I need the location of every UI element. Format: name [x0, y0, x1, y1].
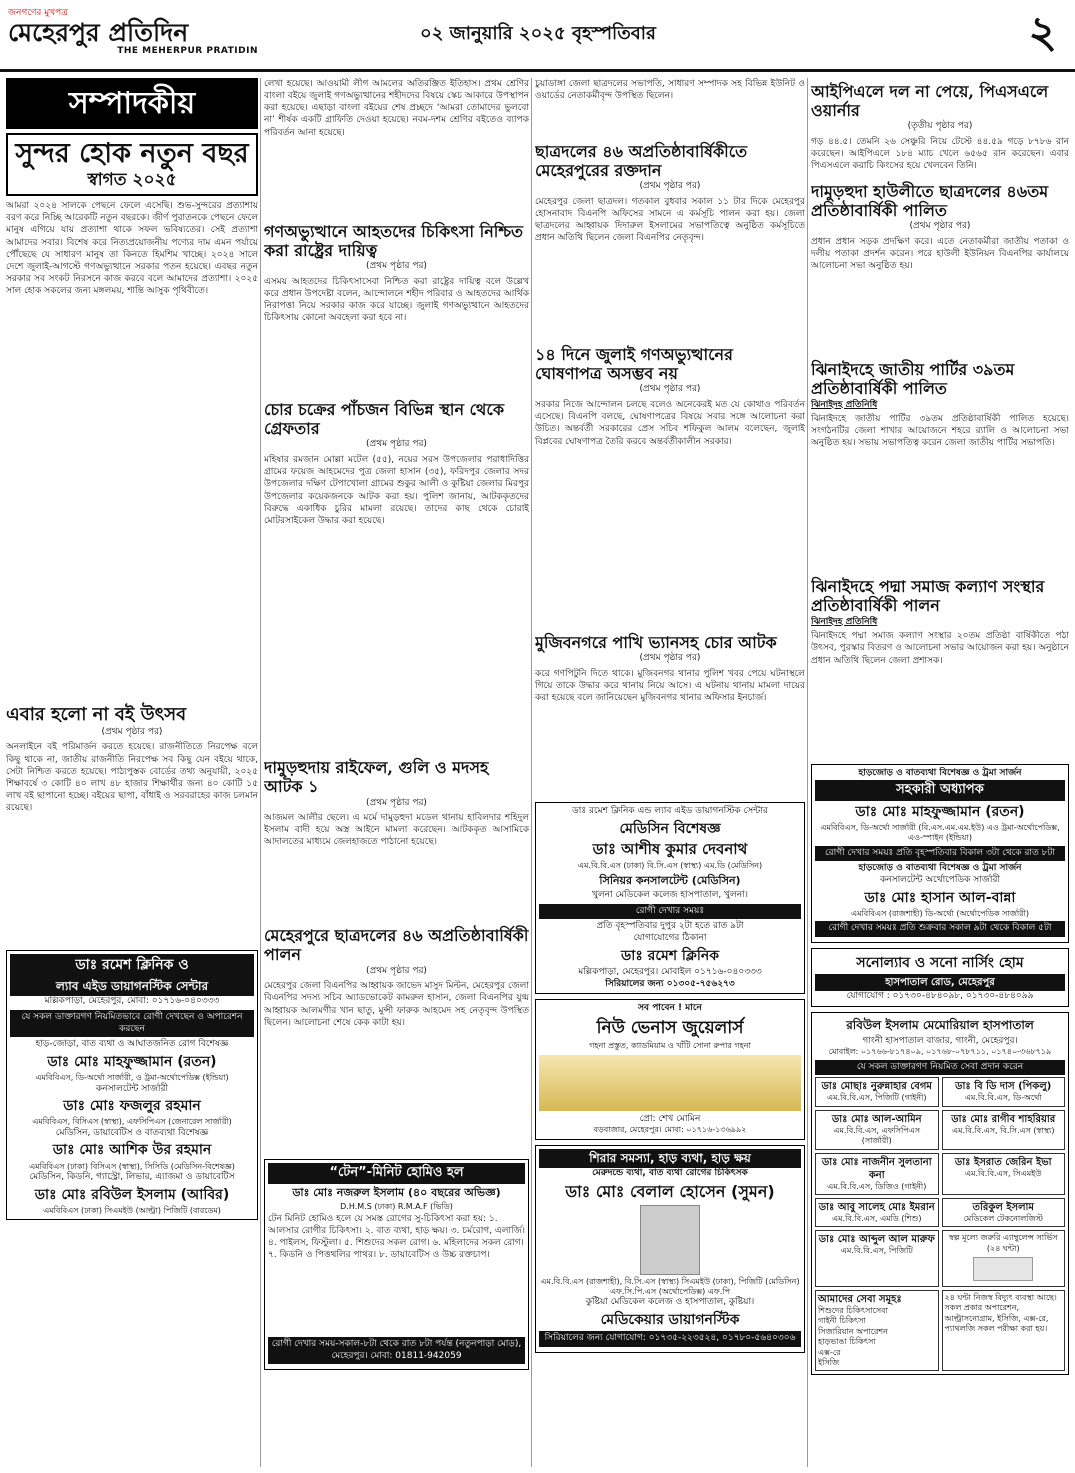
article-text: চুয়াডাঙ্গা জেলা ছাত্রদলের সভাপতি, সাধারণ সম্পাদক সহ বিভিন্ন ইউনিট ও ওয়ার্ডের নেতাকর্মীবৃন্দ উপস্থিত ছিলেন। — [535, 79, 805, 102]
ad-header: শিরার সমস্যা, হাড় ব্যথা, হাড় ক্ষয় — [539, 1149, 801, 1169]
doctor-card — [942, 1198, 1066, 1227]
services-title: আমাদের সেবা সমূহঃ — [818, 1294, 902, 1306]
doctor-name: ডাঃ মোঃ হাসান আল-বান্না — [864, 889, 1016, 906]
doctor-specialty: মেডিসিন, ডায়াবেটিস ও বাতব্যথা বিশেষজ্ঞ — [55, 1127, 209, 1138]
headline: গণঅভ্যুত্থানে আহতদের চিকিৎসা নিশ্চিত করা রাষ্ট্রের দায়িত্ব — [264, 222, 524, 261]
headline: এবার হলো না বই উৎসব — [6, 704, 187, 726]
ad-notice: যে সকল ডাক্তারগণ নিয়মিতভাবে রোগী দেখছেন ও অপারেশন করছেন — [10, 1010, 254, 1037]
article-text: অনলাইনে বই পরিমার্জন করতে হয়েছে। রাজনীতিতে নিরপেক্ষ বলে কিছু থাকে না, জাতীয় রাজনীতি নিরপেক্ষ সব কিছু যেন বইয়ে থাকে, সেটা নিশ্চিত করতে হয়েছে। পাঠ্যপুস্তক বোর্ডের তথ্য অনুযায়ী, ২০২৫ শিক্ষাবর্ষে ৩ কোটি ৪০ লাখ ৪৮ হাজার শিক্ষার্থীর জন্য ৪০ কোটি ১৫ লাখ বই ছাপানো হচ্ছে। বইয়ের ছাপা, বাঁধাই ও সরবরাহের কাজ চলমান রয়েছে। — [6, 742, 258, 814]
article-text: মেহেরপুর জেলা ছাত্রদল। গতকাল বুধবার সকাল ১১ টার দিকে মেহেরপুর হোসনাবাদ বিএনপি অফিসের সামনে এ কর্মসূচি পালন করা হয়। জেলা ছাত্রদলের আহ্বায়ক দিদারুল ইসলামের সভাপতিত্বে অনুষ্ঠিত কর্মসূচিতে প্রধান অতিথি ছিলেন জেলা বিএনপির নেতৃবৃন্দ। — [535, 197, 805, 244]
article-text: ঝিনাইদহে জাতীয় পার্টির ৩৯তম প্রতিষ্ঠাবার্ষিকী পালিত হয়েছে। সংগঠনটির জেলা শাখার আয়োজনে শহরে র‍্যালি ও আলোচনা সভা অনুষ্ঠিত হয়। সভায় সভাপতিত্ব করেন জেলা জাতীয় পার্টির সভাপতি। — [811, 414, 1069, 449]
doctor-role: কনসালটেন্ট অর্থোপেডিক সার্জারী — [879, 875, 1001, 886]
doctor-info: মেডিকেল টেকনোলজিস্ট — [963, 1213, 1043, 1223]
ad-slogan: সব পাবেন ! মানে — [638, 1003, 702, 1014]
column-news-3 — [535, 78, 805, 1467]
visit-time: প্রতি বৃহস্পতিবার দুপুর ২টা হতে রাত ৯টা — [596, 921, 744, 932]
doctor-ad — [811, 764, 1069, 943]
article-text: প্রধান প্রধান সড়ক প্রদক্ষিণ করে। এতে নেতাকর্মীরা জাতীয় পতাকা ও দলীয় পতাকা প্রদর্শন করেন। পরে হাউলী ইউনিয়ন বিএনপির কার্যালয়ে আলোচনা সভা অনুষ্ঠিত হয়। — [811, 237, 1069, 272]
section-title: সম্পাদকীয় — [6, 78, 258, 129]
doctor-info: এম.বি.বি.এস, ডিজিও (গাইনী) — [827, 1181, 927, 1191]
editorial-title: সুন্দর হোক নতুন বছর — [15, 138, 249, 169]
editorial-heading — [6, 133, 258, 196]
ad-text: টেন মিনিট হোমিও হলে যে সমস্ত রোগের সু-চিকিৎসা করা হয়: ১. আলসার রোগীর চিকিৎসা। ২. বাত ব্যথা, হাড় ক্ষয়। ৩. চর্মরোগ, এলার্জি। ৪. পাইলস, ফিস্টুলা। ৫. শিশুদের সকল রোগ। ৬. মহিলাদের সকল রোগ। ৭. কিডনি ও পিত্তথলির পাথর। ৮. ডায়াবেটিস ও উচ্চ রক্তচাপ। — [268, 1213, 525, 1261]
continuation-note: (প্রথম পৃষ্ঠার পর) — [909, 221, 971, 232]
doctor-card — [815, 1230, 939, 1287]
doctor-specialty: মেডিসিন বিশেষজ্ঞ — [619, 820, 721, 837]
byline: ঝিনাইদহ প্রতিনিধি — [811, 399, 878, 410]
doctor-role: সহকারী অধ্যাপক — [815, 780, 1065, 801]
doctor-degree: এম.বি.বি.এস (ঢাকা) বি.সি.এস (স্বাস্থ্য) এম.ডি (মেডিসিন) — [577, 861, 763, 871]
logo-name: মেহেরপুর প্রতিদিন — [8, 17, 189, 47]
doctor-card — [942, 1077, 1066, 1106]
service-item: সিজারিয়ান অপারেশন — [818, 1326, 888, 1336]
doctor-name: ডাঃ মোঃ রবিউল ইসলাম (আবির) — [34, 1186, 230, 1203]
doctor-card — [942, 1110, 1066, 1150]
doctor-ad — [535, 802, 805, 994]
page-number: ২ — [1028, 7, 1057, 58]
clinic-name: সনোল্যাব ও সনো নার্সিং হোম — [856, 955, 1024, 972]
doctor-name: ডাঃ মোঃ আব্দুল আল মারুফ — [818, 1234, 935, 1246]
contact-label: যোগাযোগের ঠিকানা — [633, 933, 707, 944]
doctor-specialty: হাড়জোড় ও বাতব্যথা বিশেষজ্ঞ ও ট্রমা সার্জন — [858, 863, 1022, 874]
column-divider — [531, 78, 532, 1467]
headline: ছাত্রদলের ৪৬ অপ্রতিষ্ঠাবার্ষিকীতে মেহেরপুরের রক্তদান — [535, 142, 748, 181]
ad-title: ডাঃ রমেশ ক্লিনিক ও — [10, 954, 254, 976]
article-text: করে গণপিটুনি দিতে থাকে। মুজিবনগর থানার পুলিশ খবর পেয়ে ঘটনাস্থলে গিয়ে তাকে উদ্ধার করে থানায় নিয়ে আসে। এ ঘটনায় থানায় মামলা দায়ের করা হয়েছে বলে জানিয়েছেন মুজিবনগর থানার অফিসার ইনচার্জ। — [535, 669, 805, 704]
doctor-card — [815, 1077, 939, 1106]
issue-date: ০২ জানুয়ারি ২০২৫ বৃহস্পতিবার — [420, 23, 656, 44]
doctor-name: তরিকুল ইসলাম — [972, 1201, 1034, 1213]
doctor-specialty: হাড়জোড় ও বাতব্যথা বিশেষজ্ঞ ও ট্রমা সার্জন — [858, 768, 1022, 779]
continuation-note: (তৃতীয় পৃষ্ঠার পর) — [907, 121, 973, 132]
doctor-info: এম.বি.বি.এস, বি.সি.এস (স্বাস্থ্য) — [952, 1125, 1055, 1135]
homeo-ad — [264, 1159, 529, 1370]
ad-footer: সিরিয়ালের জন্য যোগাযোগ: ০১৭৩৫-২২৩৫২৪, ০১৭৮০-৫৬৪০৩০৬ — [539, 1331, 801, 1347]
doctor-degree: এমবিবিএস, ডি-অর্থো সার্জারী, ও ট্রমা-অর্থোপেডিক্স (ইন্ডিয়া) — [35, 1073, 229, 1083]
doctor-name: ডাঃ ইসরাত জেরিন ইভা — [954, 1156, 1052, 1168]
doctor-card — [942, 1153, 1066, 1195]
shop-name: নিউ ভেনাস জুয়েলার্স — [596, 1018, 744, 1039]
continuation-note: (প্রথম পৃষ্ঠার পর) — [366, 965, 427, 976]
ad-footer: রোগী দেখার সময়-সকাল-৮টা থেকে রাত ৮টা পর্যন্ত (নতুনপাড়া মোড়), মেহেরপুর। মোবা: 01811-942059 — [268, 1337, 525, 1364]
doctor-specialty: মেডিসিন, কিডনি, গ্যাস্ট্রো, লিভার, এ্যাজমা ও ডায়াবেটিস — [29, 1172, 235, 1183]
doctor-name: ডাঃ মোঃ মাহফুজ্জামান (রতন) — [855, 803, 1025, 820]
continuation-note: (প্রথম পৃষ্ঠার পর) — [366, 261, 427, 272]
doctor-info: এম.বি.বি.এস, এমডি (শিশু) — [832, 1213, 922, 1223]
doctor-name: ডাঃ আশীষ কুমার দেবনাথ — [592, 839, 748, 858]
service-item: হাড়ভাঙা চিকিৎসা — [818, 1337, 876, 1347]
visit-time: রোগী দেখার সময়ঃ প্রতি শুক্রবার সকাল ৯টা থেকে বিকাল ৫টা — [815, 921, 1065, 937]
shop-items: গহনা প্রস্তুত, ক্যাডমিয়াম ও খাঁটি সোনা রুপার গহনা — [589, 1041, 751, 1051]
service-item: এক্স-রে — [818, 1347, 841, 1357]
doctor-specialty: কনসালটেন্ট সার্জারী — [95, 1083, 169, 1094]
doctor-hospital: কুষ্টিয়া মেডিকেল কলেজ ও হাসপাতাল, কুষ্টিয়া। — [585, 1297, 755, 1308]
doctor-name: ডাঃ মোঃ নাজনীন সুলতানা কনা — [821, 1156, 932, 1181]
visit-time: রোগী দেখার সময়ঃ প্রতি বৃহস্পতিবার বিকাল ৩টা থেকে রাত ৮টা — [815, 846, 1065, 862]
doctor-role: সিনিয়র কনসালটেন্ট (মেডিসিন) — [599, 873, 741, 887]
headline: মেহেরপুরে ছাত্রদলের ৪৬ অপ্রতিষ্ঠাবার্ষিকী পালন — [264, 926, 529, 965]
doctor-name: ডাঃ আবু সালেহ মোঃ ইমরান — [818, 1201, 935, 1213]
doctor-card — [815, 1110, 939, 1150]
headline: চোর চক্রের পাঁচজন বিভিন্ন স্থান থেকে গ্রেফতার — [264, 400, 505, 439]
doctor-name: ডাঃ মোঃ নজরুল ইসলাম (৪০ বছরের অভিজ্ঞ) — [292, 1186, 501, 1200]
editorial-subtitle: স্বাগত ২০২৫ — [87, 170, 177, 191]
clinic-address: হাসপাতাল রোড, মেহেরপুর — [815, 974, 1065, 991]
services-list — [815, 1290, 939, 1371]
doctor-degree: এমবিবিএস (রাজশাহী) ডি-অর্থো (অর্থোপেডিক সার্জারী) — [850, 909, 1029, 919]
services-note: ২৪ ঘন্টা নিজস্ব বিদ্যুৎ ব্যবস্থা আছে। সকল প্রকার অপারেশন, আল্ট্রাসনোগ্রাম, ইসিজি, এক্স-রে, প্যাথলজি সকল পরীক্ষা করা হয়। — [942, 1290, 1066, 1371]
article-text: মহিষার রমজান মোল্লা মটেল (৫৫), নয়ের সরস উপজেলার পরাধাদিত্তির গ্রামের ফয়েজ আহমেদের পুত্র জেলা হাসান (৩৫), ফরিদপুর জেলার সদর উপজেলার দক্ষিণ টেপাখোলা গ্রামের শুকুর আলী ও কুষ্টিয়া জেলার মিরপুর উপজেলার কয়েকজনকে আটক করা হয়। পুলিশ জানায়, আটককৃতদের বিরুদ্ধে একাধিক চুরির মামলা রয়েছে। তাদের কাছ থেকে চোরাই মোটরসাইকেল উদ্ধার করা হয়েছে। — [264, 455, 529, 526]
headline: দামুড়হুদা হাউলীতে ছাত্রদলের ৪৬তম প্রতিষ্ঠাবার্ষিকী পালিত — [811, 182, 1049, 221]
ad-notice: যে সকল ডাক্তারগণ নিয়মিত সেবা প্রদান করেন — [815, 1060, 1065, 1076]
continuation-note: (প্রথম পৃষ্ঠার পর) — [101, 726, 163, 737]
center-name: মেডিকেয়ার ডায়াগনস্টিক — [600, 1312, 740, 1329]
column-divider — [260, 78, 261, 1467]
logo-tagline: জনগণের মুখপত্র — [8, 8, 68, 18]
article-text: আজমল আলীর ছেলে। এ মর্মে দামুড়হুদা মডেল থানায় হাবিলদার শহিদুল ইসলাম বাদী হয়ে অস্ত্র আইনে মামলা করেছেন। আটককৃত আসামিকে আদালতের মাধ্যমে জেলহাজতে পাঠানো হয়েছে। — [264, 813, 529, 848]
ad-address: মল্লিকপাড়া, মেহেরপুর, মোবা: ০১৭১৬-০৪০৩৩৩ — [44, 996, 220, 1007]
article-text: এসময় আহতদের চিকিৎসাসেবা নিশ্চিত করা রাষ্ট্রের দায়িত্ব বলে উল্লেখ করে প্রধান উপদেষ্টা বলেন, আন্দোলনে শহীদ পরিবার ও আহতদের আর্থিক নিরাপত্তা নিয়ে সরকার কাজ করে যাচ্ছে। জুলাই গণঅভ্যুত্থানে আহতদের চিকিৎসায় কোনো অবহেলা করা হবে না। — [264, 277, 529, 324]
column-news-2 — [264, 78, 529, 1467]
newspaper-logo — [8, 8, 258, 64]
doctor-photo — [640, 1205, 700, 1275]
ambulance-card — [942, 1230, 1066, 1287]
article-text: সরকার নিজে আন্দোলন চলছে বলেও অনেকেরই মত যে কোথাও পরিবর্তন এসেছে। বিএনপি বলছে, ঘোষণাপত্রের বিষয়ে সবার সঙ্গে আলোচনা করা উচিত। অন্তর্বর্তী সরকারের প্রেস সচিব শফিকুল আলম বলেছেন, জুলাই বিপ্লবের ঘোষণাপত্র তৈরি করবে অন্তর্বর্তীকালীন সরকার। — [535, 400, 805, 447]
ambulance-service: স্বল্প মূল্যে জরুরি এ্যাম্বুলেন্স সার্ভিস (২৪ ঘন্টা) — [948, 1233, 1058, 1253]
doctor-card — [815, 1153, 939, 1195]
doctor-degree: এমবিবিএস, ডি-অর্থো সার্জারী (বি.এস.এম.এম.ইউ) এও ট্রমা-অর্থোপেডিক্স, এও-স্পাইন (ইন্ডিয়া) — [820, 823, 1060, 843]
editorial-text: আমরা ২০২৪ সালকে পেছনে ফেলে এসেছি। শুভ-সুন্দরের প্রত্যাশায় বরণ করে নিচ্ছি আরেকটি নতুন বছরকে। জীর্ণ পুরাতনকে পেছনে ফেলে মানুষ এগিয়ে যায় প্রত্যাশা থাকে সফল ভবিষ্যতের। সেই প্রত্যাশা আমাদের সবার। বিশেষ করে নিত্যপ্রয়োজনীয় পণ্যের দাম এমন পর্যায়ে পৌঁছেছে যে সাধারণ মানুষ তা কিনতে হিমশিম খাচ্ছে। ২০২৪ সালে দেশে জুলাই-আগস্টে গণঅভ্যুত্থানে সরকার পতন হয়েছে। এবছর নতুন সরকার সব সংকট নিরসনে কাজ করবে বলে আমাদের প্রত্যাশা। ২০২৫ সাল হোক সকলের জন্য মঙ্গলময়, শান্তি আসুক পৃথিবীতে। — [6, 201, 258, 297]
doctor-degree: এমবিবিএস (ঢাকা) সিএমইউ (আল্ট্রা) পিজিটি (বারডেম) — [43, 1205, 221, 1215]
clinic-phone: যোগাযোগ : ০১৭৩০-৪৮৪০৯৮, ০১৭৩০-৪৮৪০৯৯ — [846, 991, 1034, 1002]
article-text: ঝিনাইদহে পদ্মা সমাজ কল্যাণ সংস্থার ২০তম প্রতিষ্ঠা বার্ষিকীতে পঠা উৎসব, পুরস্কার বিতরণ ও আলোচনা সভার আয়োজন করা হয়। অনুষ্ঠানে প্রধান অতিথি ছিলেন জেলা প্রশাসক। — [811, 631, 1069, 666]
continuation-note: (প্রথম পৃষ্ঠার পর) — [366, 439, 427, 450]
clinic-address: মল্লিকপাড়া, মেহেরপুর। মোবাইল ০১৭১৬-০৪০৩৩৩ — [578, 967, 762, 977]
doctor-name: ডাঃ মোছাঃ নুরুন্নাহার বেগম — [821, 1081, 932, 1093]
hospital-phone: মোবাইল: ০১৭৬৬-৮১৭৪০৯, ০১৭৬৮-০৭৮৭১১, ০১৭৪০-৩৬৮৭১৯ — [828, 1047, 1052, 1057]
service-item: শিশুদের চিকিৎসাসেবা — [818, 1306, 888, 1316]
doctor-degree: এম.বি.বি.এস (রাজশাহী), বি.সি.এস (স্বাস্থ্য) সিএমইউ (ঢাকা), পিজিটি (মেডিসিন) এফ.সি.পি.এস (অর্থোপেডিক্স) এফ.পি — [540, 1276, 800, 1297]
doctor-card — [815, 1198, 939, 1227]
ad-subheader: মেরুদন্ডে ব্যথা, বাত ব্যথা রোগের চিকিৎসক — [592, 1168, 748, 1179]
doctor-hospital: খুলনা মেডিকেল কলেজ হাসপাতাল, খুলনা। — [592, 890, 748, 901]
doctor-info: এম.বি.বি.এস, সিএমইউ — [964, 1168, 1042, 1178]
headline: আইপিএলে দল না পেয়ে, পিএসএলে ওয়ার্নার — [811, 82, 1049, 121]
visit-time-label: রোগী দেখার সময়ঃ — [539, 904, 801, 920]
doctor-name: ডাঃ মোঃ আশিক উর রহমান — [52, 1142, 212, 1159]
doctor-info: এম.বি.বি.এস, পিজিটি (গাইনী) — [827, 1093, 927, 1103]
serial-phone: সিরিয়ালের জন্য ০১৩০৫-৭৫৬২৭৩ — [605, 978, 735, 989]
logo-name-en: THE MEHERPUR PRATIDIN — [117, 45, 258, 56]
services-section — [815, 1290, 1065, 1371]
doctor-info: এম.বি.বি.এস, এফসিপিএস (সার্জারী) — [833, 1125, 921, 1146]
nursing-home-ad — [811, 948, 1069, 1007]
continuation-note: (প্রথম পৃষ্ঠার পর) — [639, 653, 701, 664]
shop-owner: প্রো: শেখ মোমিন — [639, 1113, 701, 1124]
article-text: গড় ৪৪.৫। তেমনি ২৬ সেঞ্চুরি নিয়ে টেস্টে ৪৪.৫৯ গড়ে ৮৭৮৬ রান করেছেন। আইপিএলে ১৮৪ ম্যাচ খেলে ৬৫৬৫ রান করেছেন। এবার পিএসএলে করাচি কিংসের হয়ে খেলবেন তিনি। — [811, 137, 1069, 172]
headline: মুজিবনগরে পাখি ভ্যানসহ চোর আটক — [535, 633, 777, 653]
doctor-name: ডাঃ বি ডি দাস (পিকলু) — [955, 1081, 1052, 1093]
jewellery-ad — [535, 999, 805, 1139]
ambulance-image — [973, 1257, 1033, 1281]
doctor-info: এম.বি.বি.এস, ডি-অর্থো — [964, 1093, 1042, 1103]
doctor-grid — [815, 1077, 1065, 1287]
column-divider — [807, 78, 808, 1467]
byline: ঝিনাইদহ প্রতিনিধি — [811, 616, 878, 627]
doctor-name: ডাঃ মোঃ রাগীব শাহরিয়ার — [951, 1113, 1056, 1125]
continuation-note: (প্রথম পৃষ্ঠার পর) — [366, 797, 427, 808]
doctor-degree: এমবিবিএস, বিসিএস (স্বাস্থ্য), এফসিপিএস (জেনারেল সার্জারী) — [32, 1117, 232, 1127]
hospital-ad — [811, 1012, 1069, 1375]
headline: ১৪ দিনে জুলাই গণঅভ্যুত্থানের ঘোষণাপত্র অসম্ভব নয় — [535, 345, 733, 384]
column-news-4 — [811, 78, 1069, 1467]
ad-title: ল্যাব এইড ডায়াগনস্টিক সেন্টার — [10, 977, 254, 997]
clinic-ad — [6, 950, 258, 1220]
doctor-name: ডাঃ মোঃ বেলাল হোসেন (সুমন) — [565, 1181, 775, 1201]
masthead — [0, 0, 1075, 72]
clinic-name: ডাঃ রমেশ ক্লিনিক — [620, 947, 720, 964]
doctor-name: ডাঃ মোঃ মাহফুজ্জামান (রতন) — [47, 1053, 217, 1070]
jewellery-image — [539, 1055, 801, 1111]
shop-address: বড়বাজার, মেহেরপুর। মোবা: ০১৭১৬-১৩৬৯৯২ — [593, 1125, 747, 1135]
hospital-address: গাংনী হাসপাতাল বাজার, গাংনী, মেহেরপুর। — [862, 1035, 1018, 1046]
doctor-ad — [535, 1145, 805, 1353]
headline: ঝিনাইদহে পদ্মা সমাজ কল্যাণ সংস্থার প্রতিষ্ঠাবার্ষিকী পালন — [811, 577, 1045, 616]
doctor-degree: D.H.M.S (ঢাকা) R.M.A.F (ভিডি) — [340, 1202, 453, 1212]
doctor-specialty: হাড়-জোড়া, বাত ব্যথা ও আঘাতজনিত রোগ বিশেষজ্ঞ — [35, 1039, 229, 1050]
doctor-name: ডাঃ মোঃ আল-আমিন — [831, 1113, 922, 1125]
continuation-note: (প্রথম পৃষ্ঠার পর) — [639, 384, 701, 395]
doctor-degree: এমবিবিএস (ঢাকা) বিসিএস (স্বাস্থ্য), সিসিডি (মেডিসিন-বিশেষজ্ঞ) — [29, 1161, 235, 1171]
ad-title: “টেন”-মিনিট হোমিও হল — [268, 1163, 525, 1184]
column-editorial — [6, 78, 258, 1467]
service-item: গাইনী চিকিৎসা — [818, 1316, 866, 1326]
article-text: লেখা হয়েছে। আওয়ামী লীগ আমলের অতিরঞ্জিত ইতিহাস। প্রথম শ্রেণির বাংলা বইয়ে জুলাই গণঅভ্যুত্থানের শহীদদের বিষয়ে স্কেচ আকারে উপস্থাপন করা হয়েছে। এছাড়া বাংলা বইয়ের শেষ প্রচ্ছদে ‘আমরা তোমাদের ভুলবো না’ শীর্ষক একটি গ্রাফিতি দেওয়া হয়েছে। নবম-দশম শ্রেণির বইতেও ব্যাপক পরিবর্তন আনা হয়েছে। — [264, 79, 529, 138]
hospital-name: রবিউল ইসলাম মেমোরিয়াল হাসপাতাল — [846, 1018, 1034, 1032]
ad-header: ডাঃ রমেশ ক্লিনিক এন্ড ল্যাব এইড ডায়াগনস্টিক সেন্টার — [572, 806, 768, 816]
doctor-info: এম.বি.বি.এস, পিজিটি — [840, 1246, 913, 1256]
continuation-note: (প্রথম পৃষ্ঠার পর) — [639, 181, 701, 192]
doctor-name: ডাঃ মোঃ ফজলুর রহমান — [63, 1098, 201, 1115]
headline: দামুড়হুদায় রাইফেল, গুলি ও মদসহ আটক ১ — [264, 758, 489, 797]
article-text: মেহেরপুর জেলা বিএনপির আহ্বায়ক জাভেদ মাসুদ মিল্টন, মেহেরপুর জেলা বিএনপির সদস্য সচিব অ্যাডভোকেট কামরুল হাসান, জেলা বিএনপির যুগ্ম আহ্বায়ক আলমগীর খান ছাতু, মুন্সী ফারুক আহমেদ সহ নেতৃবৃন্দ উপস্থিত ছিলেন। আলোচনা শেষে কেক কাটা হয়। — [264, 981, 529, 1028]
service-item: ইসিজি — [818, 1358, 840, 1368]
headline: ঝিনাইদহে জাতীয় পার্টির ৩৯তম প্রতিষ্ঠাবার্ষিকী পালিত — [811, 360, 1015, 399]
